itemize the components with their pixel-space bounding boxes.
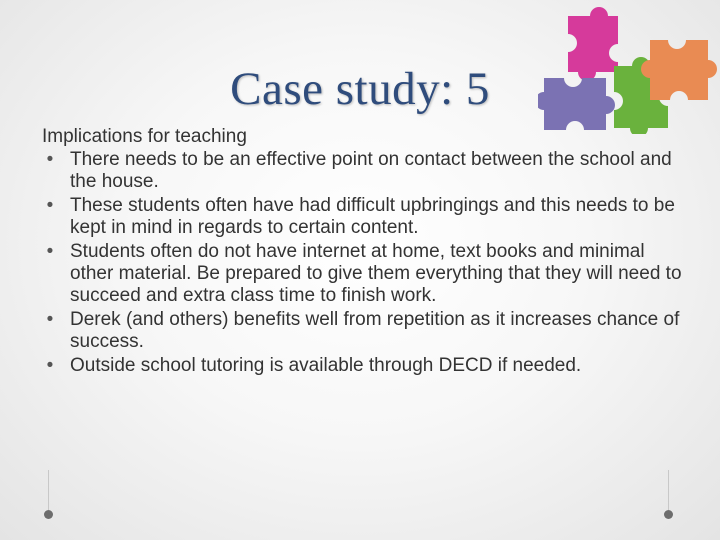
bullet-text: Derek (and others) benefits well from repetition as it increases chance of success. [70,309,680,352]
decorative-dot-right [664,510,673,519]
bullet-icon: • [46,355,54,376]
bullet-text: These students often have had difficult upbringings and this needs to be kept in mind in regards to certain content. [70,195,675,238]
slide-title-wrap [0,62,720,116]
slide-title: Case study: 5 [230,63,490,115]
bullet-text: Students often do not have internet at home, text books and minimal other material. Be prepared to give them everything that they will need to succeed and extra class time to finish work. [70,241,682,306]
bullet-icon: • [46,241,54,262]
bullet-text: There needs to be an effective point on contact between the school and the house. [70,149,672,192]
subheading: Implications for teaching [42,126,247,147]
decorative-line-left [48,470,49,510]
list-item [42,309,692,353]
bullet-icon: • [46,195,54,216]
list-item [42,241,692,307]
slide-content [42,126,692,379]
bullet-list [42,149,692,377]
decorative-line-right [668,470,669,510]
bullet-icon: • [46,309,54,330]
bullet-text: Outside school tutoring is available through DECD if needed. [70,355,582,376]
bullet-icon: • [46,149,54,170]
list-item [42,149,692,193]
list-item [42,195,692,239]
decorative-dot-left [44,510,53,519]
list-item [42,355,692,377]
